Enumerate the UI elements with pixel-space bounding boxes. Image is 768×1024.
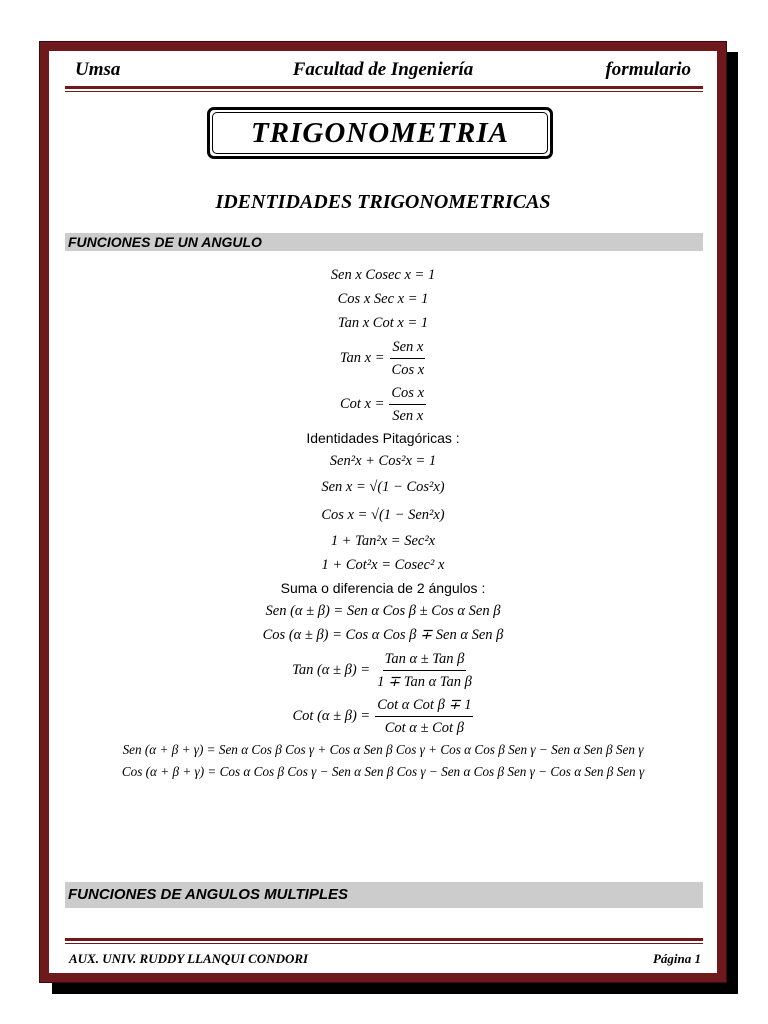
formula-pyth-1: Sen²x + Cos²x = 1: [329, 452, 437, 469]
formula-cos-sec: Cos x Sec x = 1: [337, 290, 429, 307]
formula-cot-ratio: [49, 381, 717, 427]
page-header: [75, 56, 691, 84]
footer-page-number: Página 1: [652, 951, 701, 966]
title-box: [207, 107, 553, 159]
fraction-numerator: Sen x: [390, 338, 425, 359]
document-page: [40, 42, 726, 982]
fraction: [389, 384, 426, 425]
fraction: [390, 338, 427, 379]
formula-lhs: Cot x =: [339, 395, 385, 412]
formula-list: [49, 263, 717, 783]
formula-pyth-3: Cos x = √(1 − Sen²x): [321, 506, 445, 523]
formula-tan-sum: [49, 647, 717, 693]
fraction-denominator: Cos x: [391, 361, 425, 378]
label-sum-difference: Suma o diferencia de 2 ángulos :: [280, 580, 486, 596]
formula-sen-cosec: Sen x Cosec x = 1: [330, 266, 436, 283]
section-multiple-angles: FUNCIONES DE ANGULOS MULTIPLES: [65, 882, 703, 908]
header-center: Facultad de Ingeniería: [292, 59, 474, 80]
footer-rule-thick: [65, 938, 703, 941]
section-one-angle: FUNCIONES DE UN ANGULO: [65, 233, 703, 251]
fraction-denominator: Sen x: [392, 407, 424, 424]
page-footer: [69, 951, 701, 971]
fraction: [375, 650, 474, 691]
footer-author: AUX. UNIV. RUDDY LLANQUI CONDORI: [69, 951, 309, 966]
formula-tan-ratio: [49, 335, 717, 381]
fraction-denominator: Cot α ± Cot β: [384, 719, 464, 736]
header-right: formulario: [605, 59, 691, 80]
formula-sen-triple: Sen (α + β + γ) = Sen α Cos β Cos γ + Cos α Sen β Cos γ + Cos α Cos β Sen γ − Sen α Sen β Sen γ: [122, 742, 644, 757]
page-title: TRIGONOMETRIA: [251, 117, 509, 149]
header-rule-thick: [65, 86, 703, 89]
fraction-numerator: Cot α Cot β ∓ 1: [375, 696, 473, 717]
fraction-numerator: Cos x: [389, 384, 426, 405]
footer-rule-thin: [65, 943, 703, 944]
header-left: Umsa: [75, 59, 121, 80]
label-pythagorean: Identidades Pitagóricas :: [306, 430, 460, 446]
subtitle: IDENTIDADES TRIGONOMETRICAS: [215, 191, 551, 213]
formula-pyth-5: 1 + Cot²x = Cosec² x: [321, 556, 445, 573]
formula-cos-triple: Cos (α + β + γ) = Cos α Cos β Cos γ − Sen α Sen β Cos γ − Sen α Cos β Sen γ − Cos α Sen β Sen γ: [121, 764, 645, 779]
fraction-numerator: Tan α ± Tan β: [383, 650, 467, 671]
formula-lhs: Cot (α ± β) =: [292, 707, 371, 724]
formula-lhs: Tan x =: [339, 349, 385, 366]
formula-cot-sum: [49, 693, 717, 739]
formula-lhs: Tan (α ± β) =: [292, 661, 371, 678]
formula-cos-sum: Cos (α ± β) = Cos α Cos β ∓ Sen α Sen β: [262, 626, 504, 643]
fraction-denominator: 1 ∓ Tan α Tan β: [377, 673, 472, 690]
header-rule-thin: [65, 91, 703, 92]
formula-pyth-4: 1 + Tan²x = Sec²x: [330, 532, 436, 549]
formula-sen-sum: Sen (α ± β) = Sen α Cos β ± Cos α Sen β: [265, 602, 501, 619]
formula-tan-cot: Tan x Cot x = 1: [337, 314, 429, 331]
fraction: [375, 696, 473, 737]
formula-pyth-2: Sen x = √(1 − Cos²x): [321, 478, 445, 495]
